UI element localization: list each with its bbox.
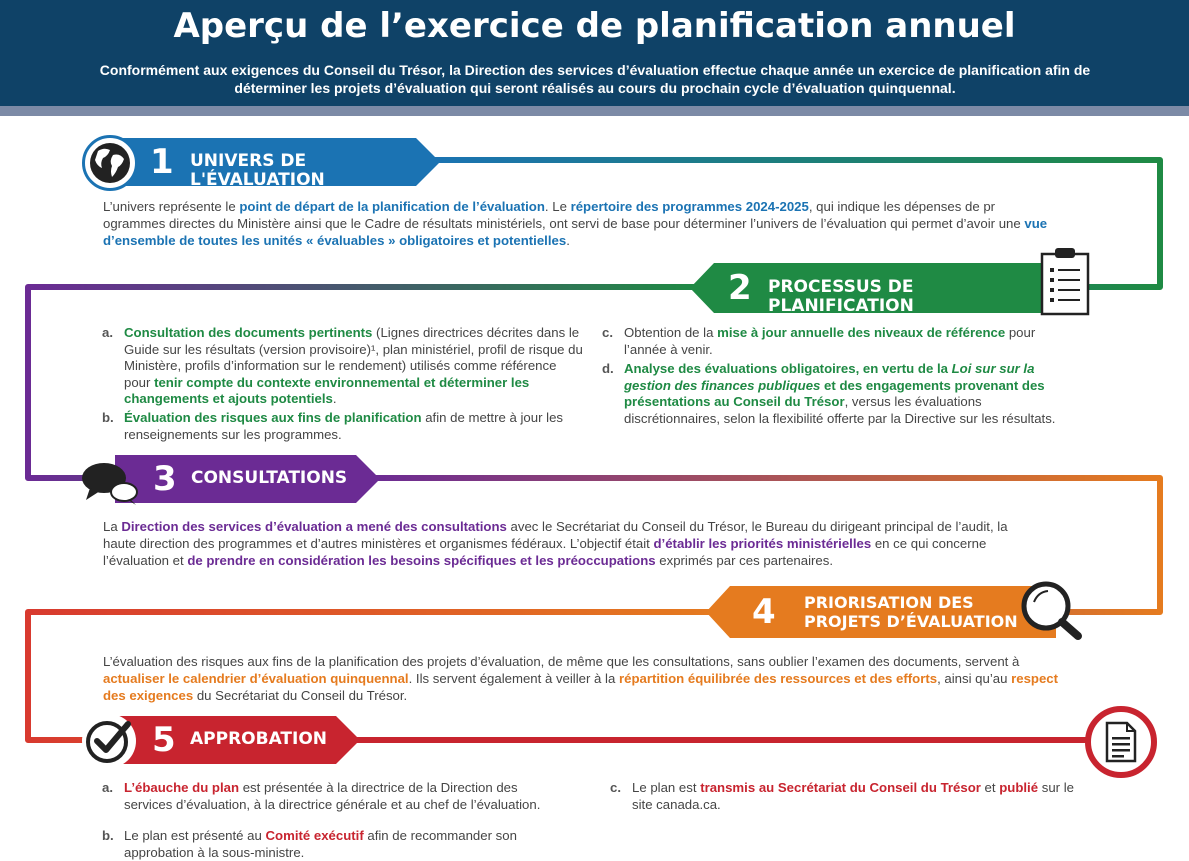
step-2-item-a: a. Consultation des documents pertinents (Lignes directrices décrites dans le Guide sur les résultats (version provisoire)¹, plan ministériel, profil de risque du Ministère, profils d’information sur le rendement) utilisés comme référence pour tenir compte du contexte environnemental et déterminer les changements et ajouts potentiels. [102,325,583,406]
step-5-item-a: a. L’ébauche du plan est présentée à la directrice de la Direction des services d’évaluation, à la directrice générale et au chef de l’évaluation. [102,780,541,812]
page-title: Aperçu de l’exercice de planification annuel [173,6,1016,46]
checkmark-icon [82,714,136,768]
clipboard-icon [1040,246,1090,316]
step-1-title: UNIVERS DE L'ÉVALUATION [190,151,325,190]
step-4-title-line1: PRIORISATION DES [804,593,974,612]
step-3-title: CONSULTATIONS [191,468,348,488]
step-4-banner [706,586,1056,638]
magnifier-icon [1020,580,1084,640]
document-icon [1085,706,1157,778]
step-5-item-b: b. Le plan est présenté au Comité exécutif afin de recommander son approbation à la sous-ministre. [102,828,517,860]
globe-icon [82,135,138,191]
step-1-banner [120,138,440,190]
step-5-item-c: c. Le plan est transmis au Secrétariat du Conseil du Trésor et publié sur le site canada.ca. [610,780,1074,812]
step-3-number: 3 [153,459,177,499]
step-3-text: La Direction des services d’évaluation a mené des consultations avec le Secrétariat du Conseil du Trésor, le Bureau du dirigeant principal de l’audit, la haute direction des programmes et d’autres ministères et organismes fédéraux. L’objectif était d’établir les priorités ministérielles en ce qui concerne l’évaluation et de prendre en considération les besoins spécifiques et les préoccupations exprimés par ces partenaires. [103,519,1008,568]
step-2-item-d: d. Analyse des évaluations obligatoires, en vertu de la Loi sur sur la gestion des finances publiques et des engagements provenant des présentations au Conseil du Trésor, versus les évaluations discrétionnaires, selon la flexibilité offerte par la Directive sur les résultats. [602,361,1056,426]
step-4-title-line2: PROJETS D’ÉVALUATION [804,612,1018,631]
step-2-title: PROCESSUS DE PLANIFICATION [768,277,914,316]
step-1-text: L’univers représente le point de départ de la planification de l’évaluation. Le répertoire des programmes 2024-2025, qui indique les dépenses de pr ogrammes directes du Ministère ainsi que le Cadre de résultats ministériels, ont servi de base pour déterminer l’univers de l’évaluation qui permet d’avoir une vue d’ensemble de toutes les unités « évaluables » obligatoires et potentielles. [103,199,1048,248]
step-2-number: 2 [728,268,752,308]
page-subtitle: Conformément aux exigences du Conseil du Trésor, la Direction des services d’évaluation effectue chaque année un exercice de planification afin de déterminer les projets d’évaluation qui seront réalisés au cours du prochain cycle d’évaluation quinquennal. [99,62,1091,96]
step-2-banner [690,263,1060,316]
speech-bubbles-icon [80,458,140,506]
step-5-title: APPROBATION [190,729,328,749]
step-5-number: 5 [152,720,176,760]
step-4-number: 4 [752,592,776,632]
step-4-text: L’évaluation des risques aux fins de la planification des projets d’évaluation, de même que les consultations, sans oublier l’examen des documents, servent à actualiser le calendrier d’évaluation quinquennal. Ils servent également à veiller à la répartition équilibrée des ressources et des efforts, ainsi qu’au respect des exigences du Secrétariat du Conseil du Trésor. [103,654,1059,703]
step-5-banner [110,716,360,764]
step-2-item-c: c. Obtention de la mise à jour annuelle des niveaux de référence pour l’année à venir. [602,325,1036,357]
step-2-item-b: b. Évaluation des risques aux fins de planification afin de mettre à jour les renseignements sur les programmes. [102,410,564,442]
step-3-banner [115,455,380,503]
step-1-number: 1 [150,142,174,182]
